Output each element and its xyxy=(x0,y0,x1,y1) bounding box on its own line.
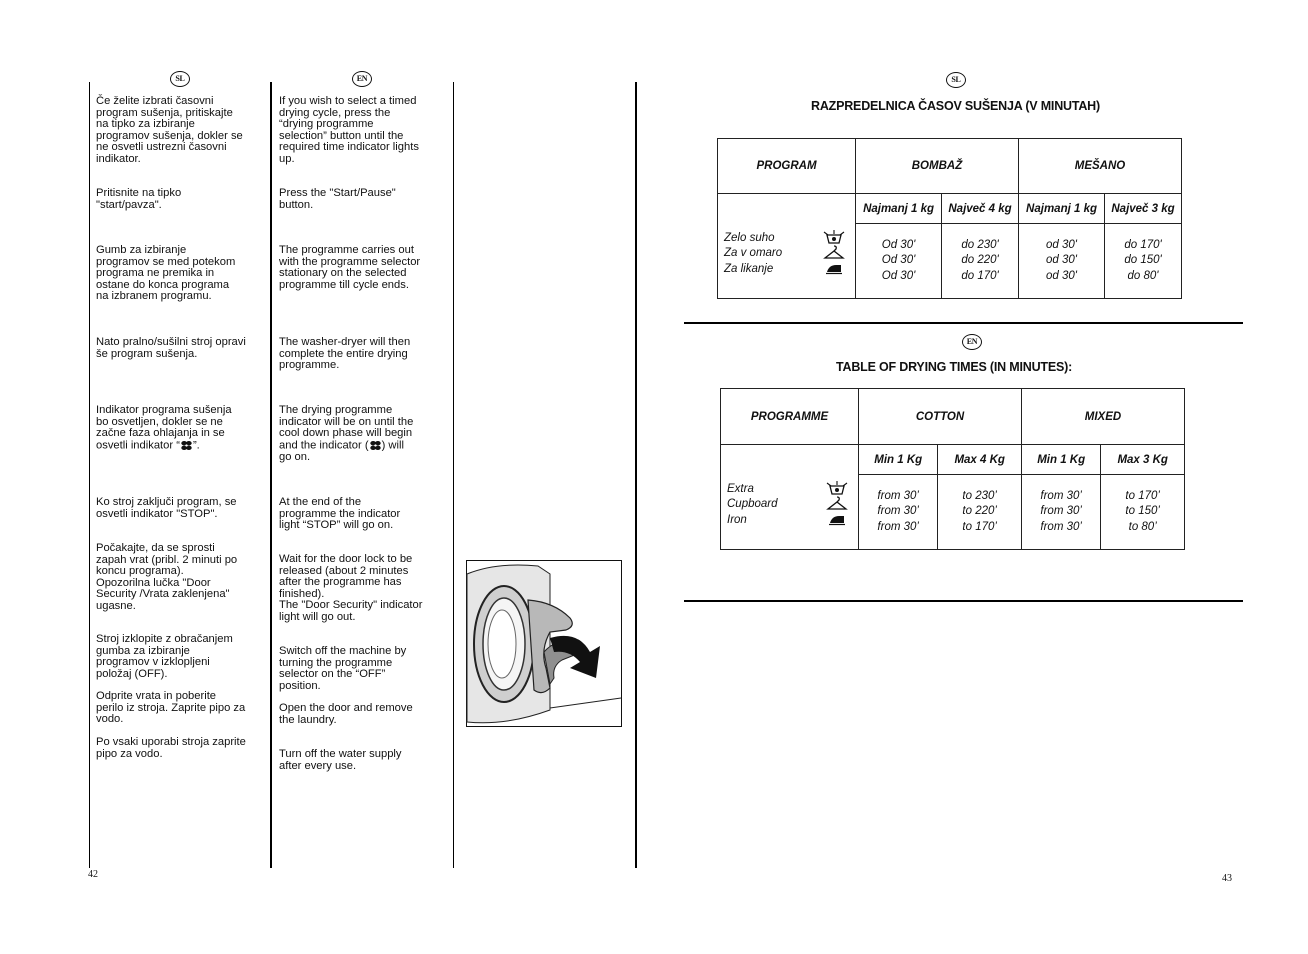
sl-paragraph: Če želite izbrati časovni program sušenja, pritiskajte na tipko za izbiranje programov sušenja, dokler se ne osvetli ustrezni časovni indikator. xyxy=(96,95,243,165)
page-divider xyxy=(635,82,637,868)
label-extra-dry: Zelo suho xyxy=(724,231,775,244)
subheader: Največ 3 kg xyxy=(1105,194,1182,224)
program-header: PROGRAMME xyxy=(721,389,859,445)
label-iron-dry: Iron xyxy=(727,513,747,526)
en-paragraph: Open the door and remove the laundry. xyxy=(279,702,413,726)
subheader: Min 1 Kg xyxy=(859,445,938,475)
subheader: Najmanj 1 kg xyxy=(856,194,942,224)
sl-paragraph: Odprite vrata in poberite perilo iz stroja. Zaprite pipo za vodo. xyxy=(96,690,246,726)
label-iron-dry: Za likanje xyxy=(724,262,774,275)
label-extra-dry: Extra xyxy=(727,482,754,495)
group-header-cotton: COTTON xyxy=(859,389,1022,445)
iron-icon xyxy=(823,261,845,275)
values-cell: do 230' do 220' do 170' xyxy=(942,224,1019,299)
extra-dry-icon xyxy=(823,230,845,245)
section-rule-top xyxy=(684,322,1243,324)
group-header-cotton: BOMBAŽ xyxy=(856,139,1019,194)
sl-paragraph: Indikator programa sušenja bo osvetljen, dokler se ne začne faza ohlajanja in se osvetli indikator “ ”. xyxy=(96,404,232,452)
column-divider-1 xyxy=(89,82,90,868)
values-cell: Od 30' Od 30' Od 30' xyxy=(856,224,942,299)
en-table-title: TABLE OF DRYING TIMES (IN MINUTES): xyxy=(836,360,1073,374)
fan-icon xyxy=(180,440,193,451)
program-labels-cell xyxy=(721,445,859,550)
sl-paragraph: Ko stroj zaključi program, se osvetli indikator "STOP". xyxy=(96,496,237,520)
sl-language-badge: SL xyxy=(170,71,190,87)
en-language-badge: EN xyxy=(352,71,372,87)
program-labels-cell xyxy=(718,194,856,299)
sl-drying-times-table xyxy=(717,138,1182,299)
values-cell: from 30’ from 30’ from 30’ xyxy=(1021,475,1100,550)
column-divider-2 xyxy=(270,82,272,868)
label-cupboard-dry: Za v omaro xyxy=(724,247,783,260)
en-paragraph: The washer-dryer will then complete the entire drying programme. xyxy=(279,336,411,372)
sl-language-badge: SL xyxy=(946,72,966,88)
page-number-right: 43 xyxy=(1222,873,1232,884)
sl-paragraph: Pritisnite na tipko "start/pavza". xyxy=(96,187,182,211)
sl-paragraph: Počakajte, da se sprosti zapah vrat (pribl. 2 minuti po koncu programa). Opozorilna lučka "Door Security /Vrata zaklenjena" ugasne. xyxy=(96,542,238,612)
sl-paragraph: Gumb za izbiranje programov se med potekom programa ne premika in ostane do konca programa na izbranem programu. xyxy=(96,244,236,303)
subheader: Max 4 Kg xyxy=(938,445,1022,475)
en-paragraph: The drying programme indicator will be on until the cool down phase will begin and the indicator ( ) will go on. xyxy=(279,404,414,463)
en-paragraph: If you wish to select a timed drying cycle, press the “drying programme selection” button until the required time indicator lights up. xyxy=(279,95,419,165)
sl-paragraph: Stroj izklopite z obračanjem gumba za izbiranje programov v izklopljeni položaj (OFF). xyxy=(96,633,233,680)
sl-paragraph: Nato pralno/sušilni stroj opravi še program sušenja. xyxy=(96,336,246,360)
iron-icon xyxy=(826,512,848,526)
en-language-badge: EN xyxy=(962,334,982,350)
en-paragraph: At the end of the programme the indicator light “STOP” will go on. xyxy=(279,496,401,532)
hanger-icon xyxy=(826,496,848,512)
column-divider-3 xyxy=(453,82,454,868)
en-paragraph: Turn off the water supply after every use. xyxy=(279,748,402,772)
group-header-mixed: MIXED xyxy=(1021,389,1184,445)
en-paragraph: Switch off the machine by turning the programme selector on the “OFF” position. xyxy=(279,645,407,692)
page-number-left: 42 xyxy=(88,869,98,880)
values-cell: to 230’ to 220’ to 170’ xyxy=(938,475,1022,550)
group-header-mixed: MEŠANO xyxy=(1018,139,1181,194)
subheader: Max 3 Kg xyxy=(1101,445,1185,475)
sl-paragraph: Po vsaki uporabi stroja zaprite pipo za vodo. xyxy=(96,736,246,760)
en-paragraph: Wait for the door lock to be released (about 2 minutes after the programme has finished). The "Door Security" indicator light will go out. xyxy=(279,553,423,623)
label-cupboard-dry: Cupboard xyxy=(727,498,778,511)
sl-table-title: RAZPREDELNICA ČASOV SUŠENJA (V MINUTAH) xyxy=(811,99,1100,113)
subheader: Min 1 Kg xyxy=(1021,445,1100,475)
subheader: Največ 4 kg xyxy=(942,194,1019,224)
extra-dry-icon xyxy=(826,481,848,496)
program-header: PROGRAM xyxy=(718,139,856,194)
en-paragraph: Press the "Start/Pause" button. xyxy=(279,187,396,211)
values-cell: from 30’ from 30’ from 30’ xyxy=(859,475,938,550)
values-cell: do 170' do 150' do 80' xyxy=(1105,224,1182,299)
fan-icon xyxy=(369,440,382,451)
subheader: Najmanj 1 kg xyxy=(1018,194,1104,224)
section-rule-bottom xyxy=(684,600,1243,602)
en-paragraph: The programme carries out with the programme selector stationary on the selected programme till cycle ends. xyxy=(279,244,421,291)
hanger-icon xyxy=(823,245,845,261)
values-cell: od 30' od 30' od 30' xyxy=(1018,224,1104,299)
washer-door-illustration xyxy=(466,560,622,727)
values-cell: to 170’ to 150’ to 80’ xyxy=(1101,475,1185,550)
en-drying-times-table xyxy=(720,388,1185,550)
